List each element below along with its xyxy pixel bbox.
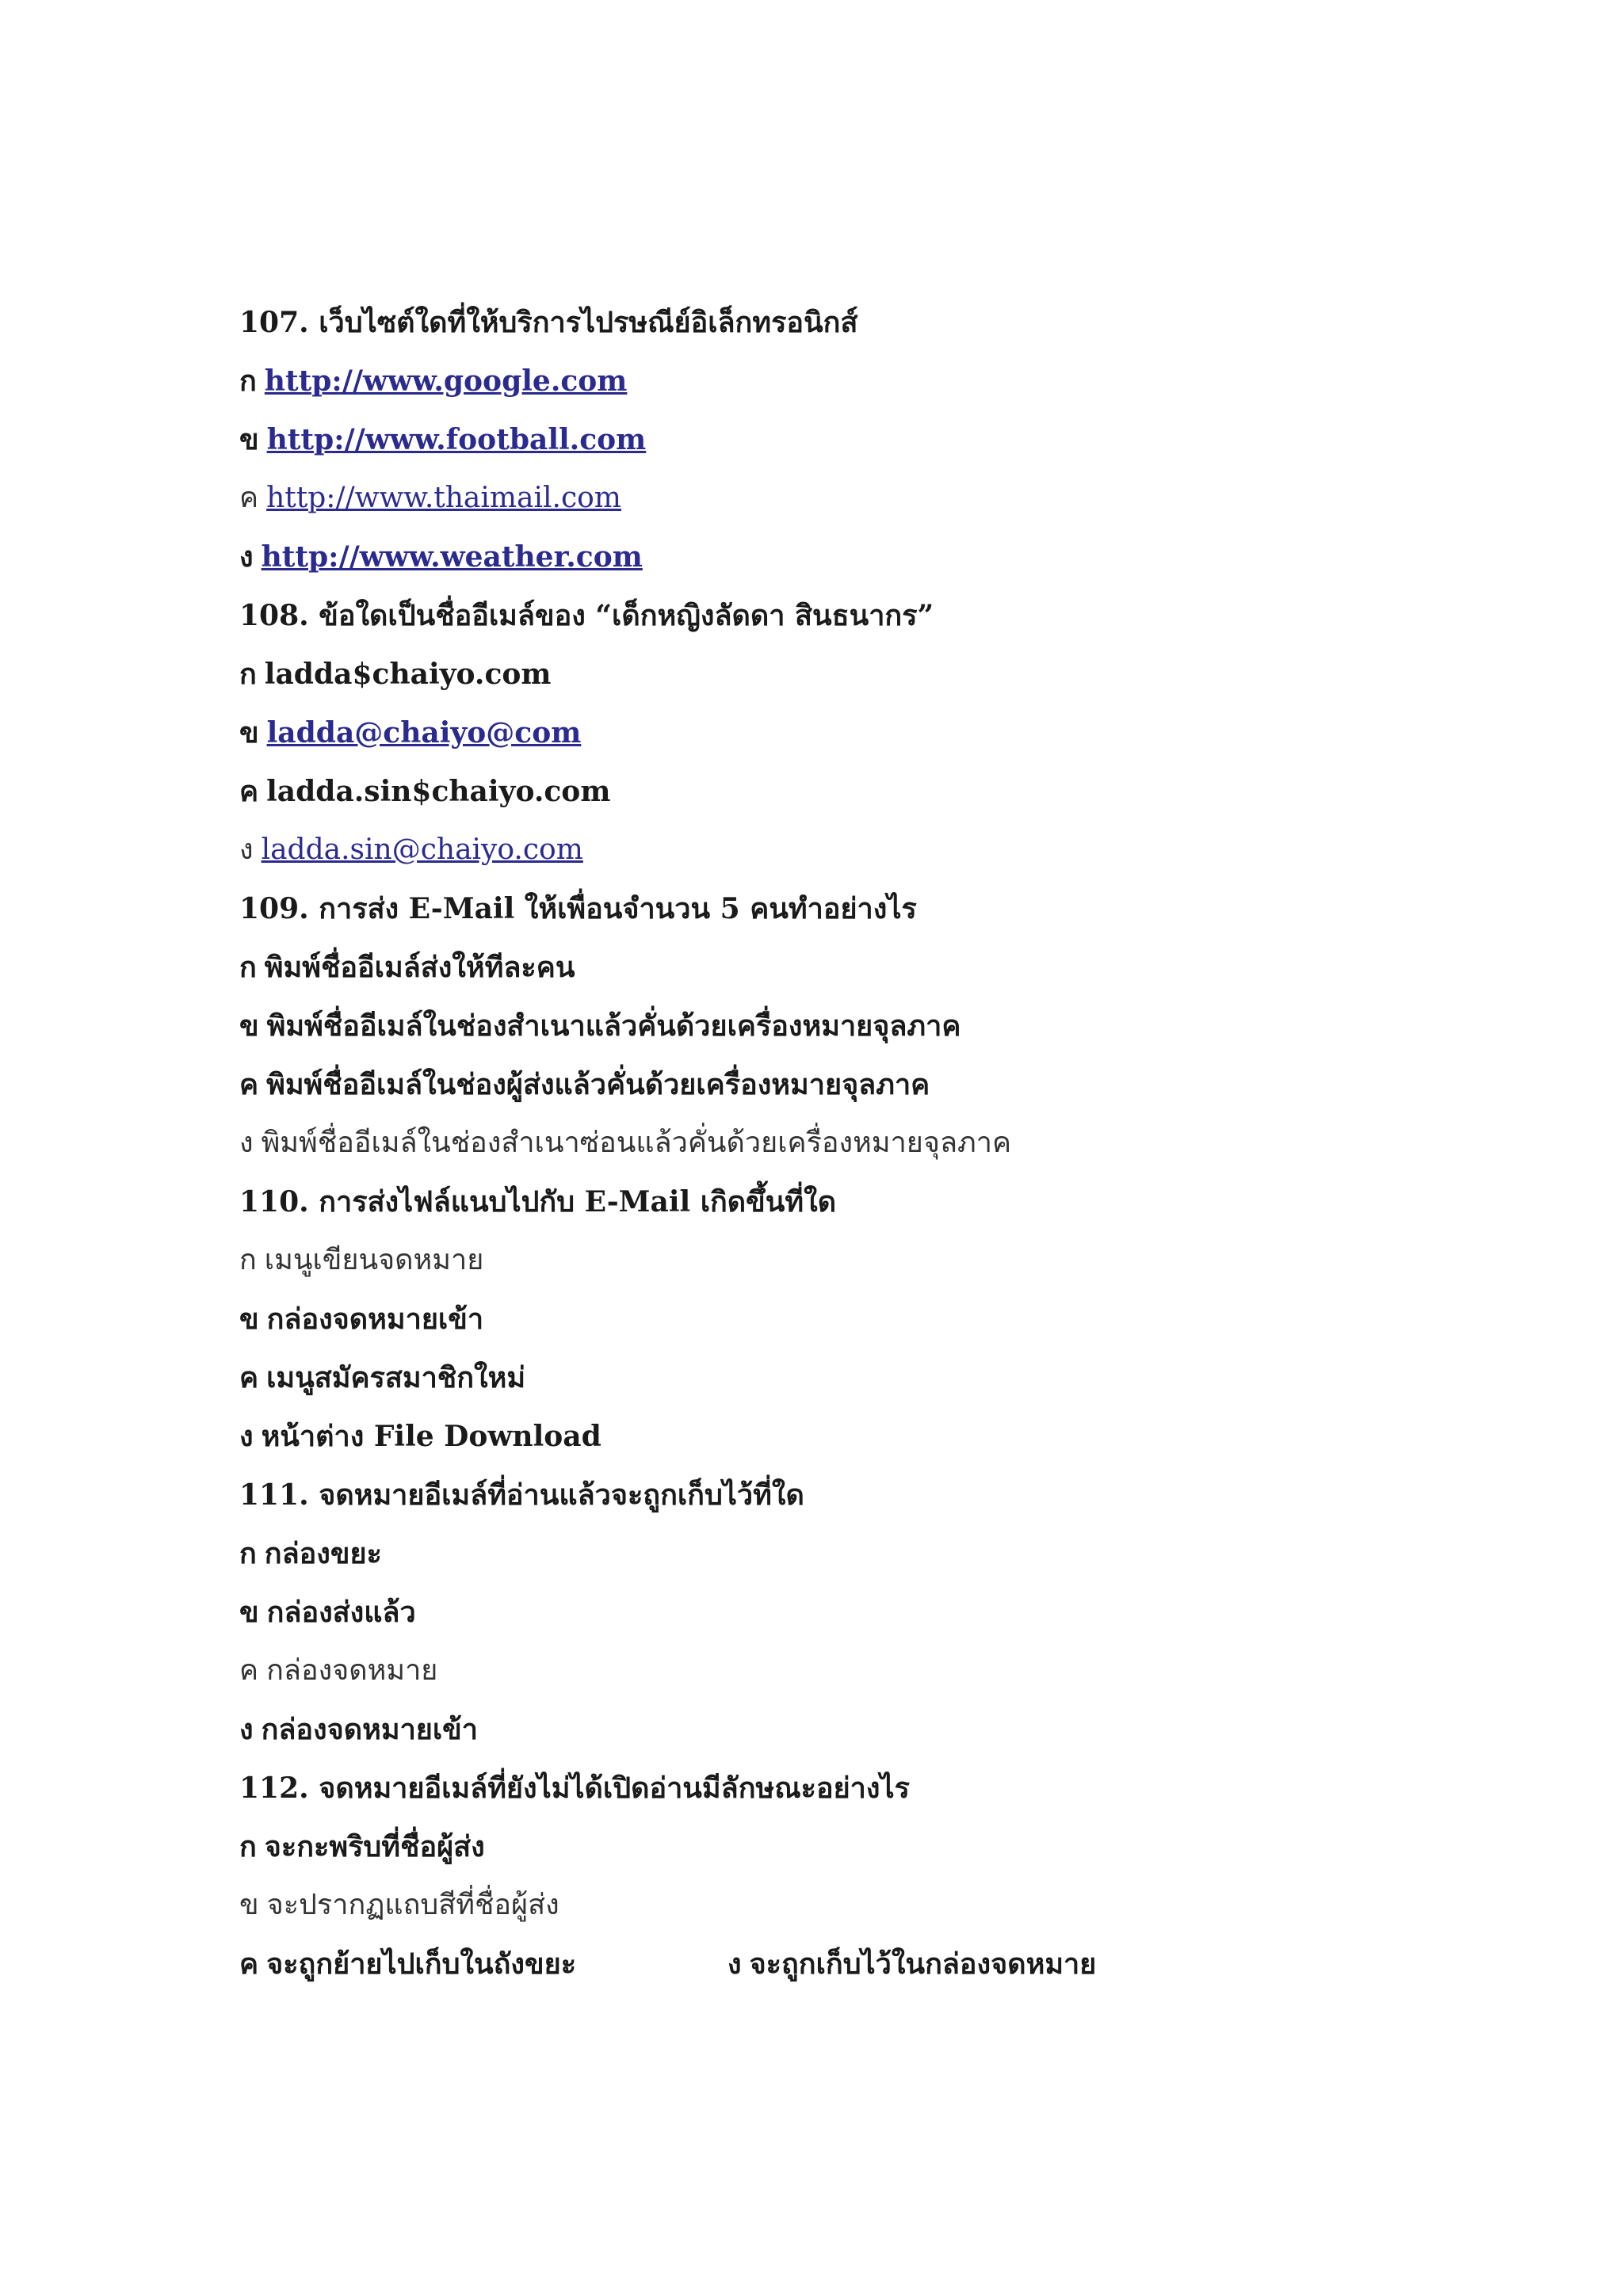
question-110 xyxy=(239,1174,836,1230)
option-109-c xyxy=(239,1057,930,1112)
option-111-c xyxy=(239,1643,437,1699)
option-109-a xyxy=(239,940,575,995)
question-text: ข้อใดเป็นชื่ออีเมล์ของ “เด็กหญิงลัดดา สินธนากร” xyxy=(319,599,934,632)
option-link[interactable]: ladda@chaiyo@com xyxy=(266,716,582,749)
option-108-b xyxy=(239,705,581,761)
question-107 xyxy=(239,295,857,350)
option-link[interactable]: http://www.google.com xyxy=(264,364,628,398)
option-link[interactable]: http://www.thaimail.com xyxy=(266,482,621,514)
option-text: จะถูกเก็บไว้ในกล่องจดหมาย xyxy=(749,1947,1097,1981)
option-prefix: ก xyxy=(239,658,257,691)
question-text: การส่งไฟล์แนบไปกับ E-Mail เกิดขึ้นที่ใด xyxy=(319,1185,837,1219)
option-prefix: ง xyxy=(239,1420,254,1453)
option-text: เมนูเขียนจดหมาย xyxy=(264,1244,484,1276)
option-107-c xyxy=(239,471,621,526)
option-link[interactable]: http://www.football.com xyxy=(266,423,647,456)
option-link[interactable]: http://www.weather.com xyxy=(261,540,643,574)
option-prefix: ข xyxy=(239,1596,259,1629)
option-prefix: ง xyxy=(239,540,254,574)
option-text: กล่องจดหมายเข้า xyxy=(261,1713,479,1746)
option-107-b xyxy=(239,412,646,467)
option-prefix: ค xyxy=(239,1361,259,1394)
option-text: กล่องส่งแล้ว xyxy=(266,1596,416,1629)
option-text: พิมพ์ชื่ออีเมล์ส่งให้ทีละคน xyxy=(264,951,575,984)
option-prefix: ก xyxy=(239,1830,257,1863)
option-prefix: ค xyxy=(239,1654,259,1687)
option-text: จะปรากฏแถบสีที่ชื่อผู้ส่ง xyxy=(266,1889,559,1921)
question-text: การส่ง E-Mail ให้เพื่อนจำนวน 5 คนทำอย่างไร xyxy=(319,892,917,925)
option-prefix: ค xyxy=(239,1068,259,1101)
option-prefix: ก xyxy=(239,951,257,984)
question-109 xyxy=(239,881,917,936)
option-text: กล่องจดหมาย xyxy=(266,1654,438,1687)
question-108 xyxy=(239,588,934,643)
option-prefix: ก xyxy=(239,364,257,398)
question-number: 107. xyxy=(239,306,309,339)
option-110-d xyxy=(239,1409,601,1464)
question-111 xyxy=(239,1467,804,1523)
option-111-d xyxy=(239,1702,478,1757)
option-text: จะกะพริบที่ชื่อผู้ส่ง xyxy=(264,1830,485,1863)
option-prefix: ก xyxy=(239,1537,257,1570)
question-number: 111. xyxy=(239,1478,309,1512)
option-prefix: ข xyxy=(239,1302,259,1336)
question-number: 110. xyxy=(239,1185,309,1219)
option-text: จะถูกย้ายไปเก็บในถังขยะ xyxy=(266,1947,577,1981)
option-text: กล่องจดหมายเข้า xyxy=(266,1302,484,1336)
option-prefix: ข xyxy=(239,423,259,456)
option-108-d xyxy=(239,822,583,878)
question-text: จดหมายอีเมล์ที่อ่านแล้วจะถูกเก็บไว้ที่ใด xyxy=(319,1478,804,1512)
option-prefix: ง xyxy=(727,1947,742,1981)
option-prefix: ค xyxy=(239,1947,259,1981)
question-number: 109. xyxy=(239,892,309,925)
option-prefix: ข xyxy=(239,1889,259,1921)
option-112-a xyxy=(239,1819,485,1875)
option-107-a xyxy=(239,353,627,409)
option-109-b xyxy=(239,998,960,1054)
option-111-a xyxy=(239,1526,382,1581)
option-text: พิมพ์ชื่ออีเมล์ในช่องผู้ส่งแล้วคั่นด้วยเครื่องหมายจุลภาค xyxy=(266,1068,930,1101)
option-text: พิมพ์ชื่ออีเมล์ในช่องสำเนาซ่อนแล้วคั่นด้วยเครื่องหมายจุลภาค xyxy=(261,1127,1012,1159)
option-108-c xyxy=(239,764,610,819)
option-prefix: ก xyxy=(239,1244,257,1276)
option-109-d xyxy=(239,1116,1011,1171)
option-prefix: ง xyxy=(239,1127,254,1159)
option-text: เมนูสมัครสมาชิกใหม่ xyxy=(266,1361,526,1394)
option-110-a xyxy=(239,1233,483,1288)
question-text: เว็บไซต์ใดที่ให้บริการไปรษณีย์อิเล็กทรอนิกส์ xyxy=(319,306,858,339)
question-text: จดหมายอีเมล์ที่ยังไม่ได้เปิดอ่านมีลักษณะอย่างไร xyxy=(319,1772,910,1805)
option-110-b xyxy=(239,1291,483,1347)
option-110-c xyxy=(239,1350,525,1405)
option-112-c xyxy=(239,1936,576,1992)
question-112 xyxy=(239,1760,910,1816)
option-text: หน้าต่าง File Download xyxy=(261,1420,601,1453)
option-text: ladda.sin$chaiyo.com xyxy=(266,775,611,808)
question-number: 108. xyxy=(239,599,309,632)
question-number: 112. xyxy=(239,1772,309,1805)
option-text: พิมพ์ชื่ออีเมล์ในช่องสำเนาแล้วคั่นด้วยเครื่องหมายจุลภาค xyxy=(266,1009,961,1043)
option-prefix: ง xyxy=(239,1713,254,1746)
option-111-b xyxy=(239,1585,416,1640)
option-112-d xyxy=(727,1936,1096,1992)
option-112-b xyxy=(239,1878,559,1933)
option-prefix: ข xyxy=(239,1009,259,1043)
option-108-a xyxy=(239,646,551,702)
option-prefix: ค xyxy=(239,775,259,808)
option-text: กล่องขยะ xyxy=(264,1537,382,1570)
option-107-d xyxy=(239,529,643,585)
option-link[interactable]: ladda.sin@chaiyo.com xyxy=(261,833,583,866)
option-prefix: ข xyxy=(239,716,259,749)
option-text: ladda$chaiyo.com xyxy=(264,658,552,691)
option-prefix: ง xyxy=(239,833,254,866)
option-prefix: ค xyxy=(239,482,259,514)
